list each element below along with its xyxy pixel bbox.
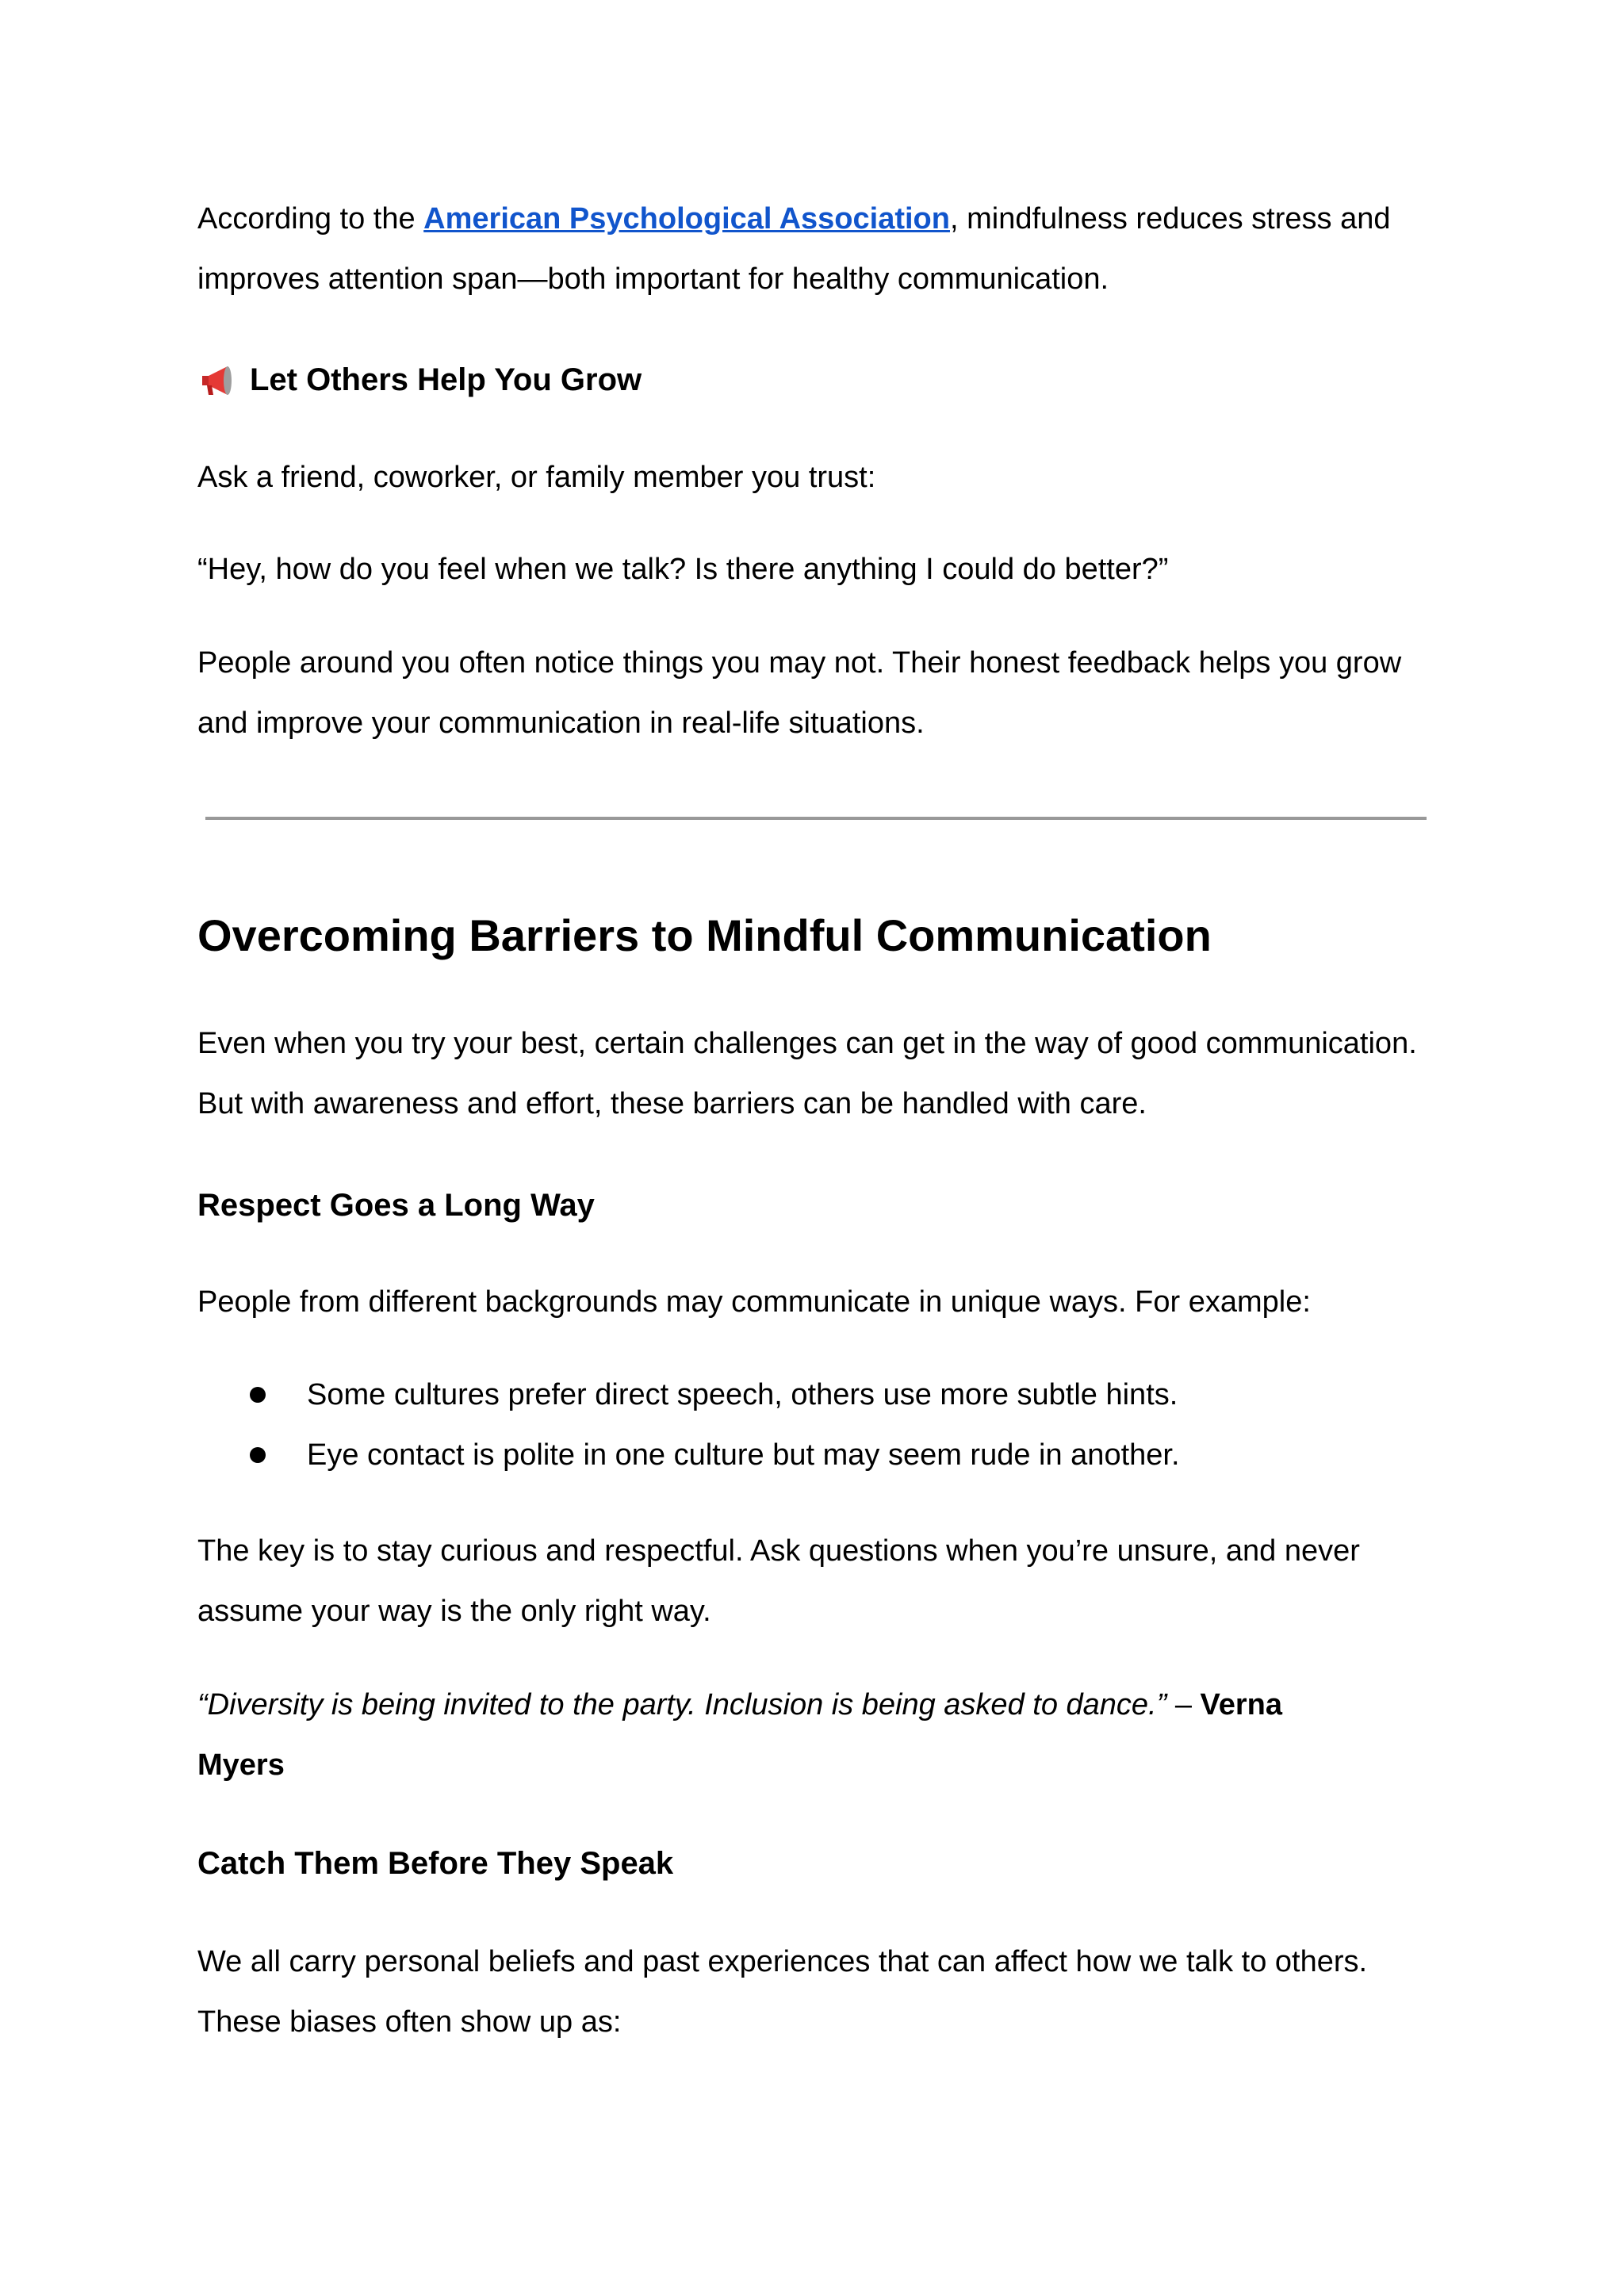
bullet-icon: [250, 1387, 266, 1403]
barriers-heading: Overcoming Barriers to Mindful Communication: [197, 910, 1212, 960]
megaphone-icon: [197, 360, 237, 400]
bullet-icon: [250, 1447, 266, 1463]
respect-paragraph: The key is to stay curious and respectful. Ask questions when you’re unsure, and never assume your way is the only right way.: [197, 1534, 1360, 1628]
grow-heading-text: Let Others Help You Grow: [250, 362, 642, 397]
respect-intro: People from different backgrounds may communicate in unique ways. For example:: [197, 1285, 1311, 1319]
quote-dash: –: [1166, 1688, 1201, 1721]
intro-suffix: , mindfulness reduces stress and improves attention span—both important for healthy communication.: [197, 202, 1391, 296]
respect-bullet-list: [197, 1365, 1180, 1485]
catch-paragraph: We all carry personal beliefs and past experiences that can affect how we talk to others. These biases often show up as:: [197, 1945, 1368, 2039]
intro-prefix: According to the: [197, 202, 424, 236]
horizontal-rule: [205, 817, 1427, 820]
grow-para-2: People around you often notice things you may not. Their honest feedback helps you grow and improve your communication in real-life situations.: [197, 646, 1402, 740]
quote-text: “Diversity is being invited to the party. Inclusion is being asked to dance.”: [197, 1688, 1167, 1721]
list-item: [197, 1425, 1180, 1485]
list-item-text: Eye contact is polite in one culture but may seem rude in another.: [307, 1438, 1180, 1472]
diversity-quote: [197, 1675, 1308, 1795]
quote-author: Verna Myers: [197, 1688, 1283, 1782]
intro-paragraph: [197, 189, 1434, 309]
list-item-text: Some cultures prefer direct speech, others use more subtle hints.: [307, 1378, 1178, 1411]
list-item: [197, 1365, 1180, 1425]
grow-para-1: Ask a friend, coworker, or family member you trust:: [197, 461, 876, 494]
barriers-intro: Even when you try your best, certain challenges can get in the way of good communication. But with awareness and effort, these barriers can be handled with care.: [197, 1027, 1417, 1120]
catch-heading: Catch Them Before They Speak: [197, 1846, 674, 1881]
apa-link[interactable]: American Psychological Association: [423, 202, 950, 236]
grow-heading: [197, 356, 642, 404]
grow-quote: “Hey, how do you feel when we talk? Is there anything I could do better?”: [197, 553, 1169, 586]
respect-heading: Respect Goes a Long Way: [197, 1188, 595, 1223]
